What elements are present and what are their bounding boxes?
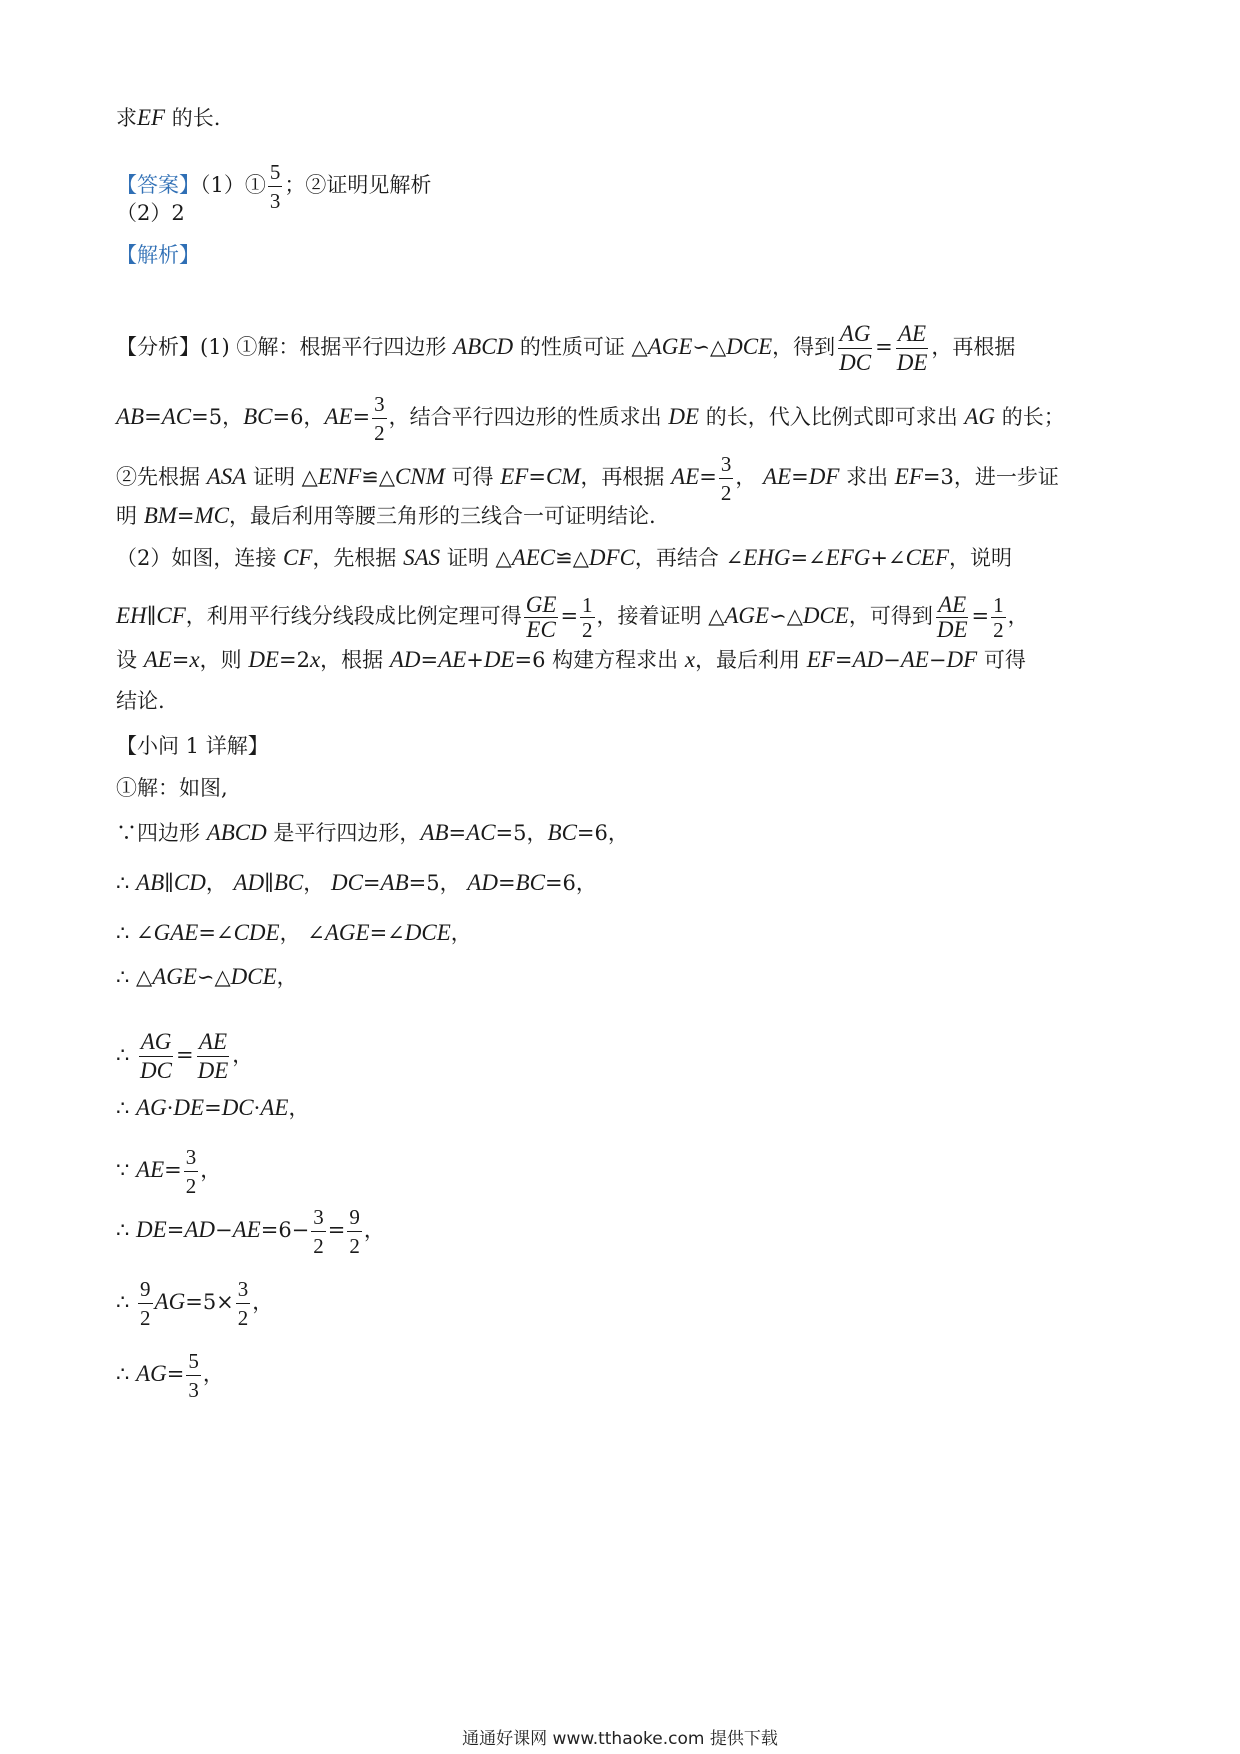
step-6: ∴ AG·DE=DC·AE，: [116, 1095, 310, 1120]
analysis-line-5: （2）如图，连接 CF，先根据 SAS 证明 △AEC≌△DFC，再结合 ∠EHG=∠EFG+∠CEF，说明: [116, 545, 1013, 570]
step-10: ∴ AG= $\frac{5}{3}$ ，: [116, 1349, 224, 1402]
solve-intro: ①解：如图,: [116, 776, 228, 800]
analysis-line-8: 结论.: [116, 689, 165, 713]
analysis-line-3: ②先根据 ASA 证明 △ENF≌△CNM 可得 EF=CM，再根据 AE= $\frac{3}{2}$ ， AE=DF 求出 EF=3，进一步证: [116, 452, 1059, 505]
step-7: ∵ AE= $\frac{3}{2}$ ，: [116, 1145, 222, 1198]
step-5: ∴ $\frac{AG}{DC}$ = $\frac{AE}{DE}$ ，: [116, 1029, 254, 1083]
answer-part-1-label: （1）①: [200, 173, 266, 197]
answer-line-2: （2）2: [116, 201, 185, 225]
step-8: ∴ DE=AD−AE=6− $\frac{3}{2}$ = $\frac{9}{2}$ ，: [116, 1205, 385, 1258]
analysis-line-6: EH∥CF，利用平行线分线段成比例定理可得 $\frac{GE}{EC}$ = $\frac{1}{2}$ ，接着证明 △AGE∽△DCE，可得到 $\frac{AE}{DE}$ = $\frac{1}{2}$ ，: [116, 592, 1029, 642]
analysis-line-1: 【分析】(1) ①解：根据平行四边形 ABCD 的性质可证 △AGE∽△DCE，得到 $\frac{AG}{DC}$ = $\frac{AE}{DE}$ ，再根据: [116, 321, 1016, 375]
analysis-line-2: AB=AC=5，BC=6，AE= $\frac{3}{2}$ ，结合平行四边形的性质求出 DE 的长，代入比例式即可求出 AG 的长；: [116, 392, 1065, 445]
step-3: ∴ ∠GAE=∠CDE， ∠AGE=∠DCE，: [116, 920, 472, 945]
analysis-label: 【解析】: [116, 243, 200, 267]
footer-watermark: 通通好课网 www.tthaoke.com 提供下载: [462, 1729, 778, 1749]
step-1: ∵四边形 ABCD 是平行四边形，AB=AC=5，BC=6，: [116, 820, 629, 845]
fraction: $\frac{5}{3}$: [269, 160, 281, 213]
detail-label: 【小问 1 详解】: [116, 734, 269, 758]
step-4: ∴ △AGE∽△DCE，: [116, 964, 298, 989]
analysis-line-4: 明 BM=MC，最后利用等腰三角形的三线合一可证明结论.: [116, 503, 656, 528]
text-line: 求EF 的长.: [116, 105, 221, 130]
analysis-line-7: 设 AE=x，则 DE=2x，根据 AD=AE+DE=6 构建方程求出 x，最后利用 EF=AD−AE−DF 可得: [116, 647, 1026, 672]
answer-label: 【答案】: [116, 173, 200, 197]
step-2: ∴ AB∥CD， AD∥BC， DC=AB=5， AD=BC=6，: [116, 870, 597, 895]
answer-part-1-tail: ；②证明见解析: [284, 173, 432, 197]
step-9: ∴ $\frac{9}{2}$ AG=5× $\frac{3}{2}$ ，: [116, 1277, 274, 1330]
